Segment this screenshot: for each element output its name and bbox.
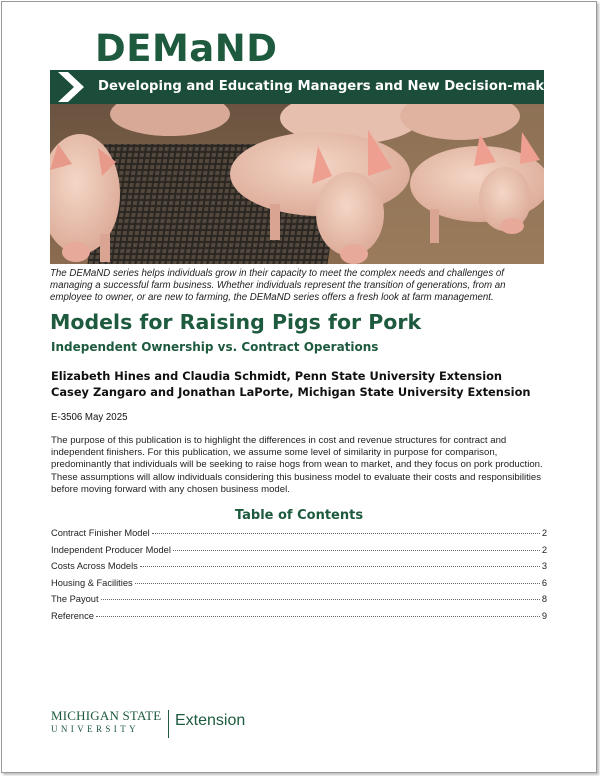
purpose-paragraph: The purpose of this publication is to highlight the differences in cost and revenue structures for contract and independent finishers. For this publication, we assume some level of similarity in purpose for comparison, predominantly that individuals will be seeking to raise hogs from wean to market, and they focus on pork production. These assumptions will allow individuals considering this business model to evaluate their costs and responsibilities before moving forward with any chosen business model. (51, 435, 543, 495)
toc-entry-page: 8 (541, 594, 547, 604)
toc-entry-page: 3 (541, 561, 547, 571)
toc-entry-label: Housing & Facilities (51, 577, 133, 588)
toc-entry-label: Contract Finisher Model (51, 528, 150, 538)
toc-entry-page: 2 (541, 528, 547, 538)
toc-entry-page: 9 (541, 610, 547, 621)
university-name: MICHIGAN STATE (51, 708, 162, 723)
toc-entry-label: Reference (51, 610, 94, 621)
toc-leader (152, 533, 540, 534)
toc-entry[interactable] (51, 528, 547, 545)
toc-entry-label: The Payout (51, 594, 99, 604)
author-list (51, 368, 531, 400)
series-logo: DEMaND (95, 27, 278, 70)
toc-entry[interactable] (51, 578, 547, 595)
page-title: Models for Raising Pigs for Pork (50, 310, 422, 334)
banner-text: Developing and Educating Managers and New Decision-makers (98, 79, 568, 94)
pigs-photo (50, 104, 544, 264)
toc-leader (140, 566, 540, 567)
logo-divider (168, 710, 169, 738)
toc-entry[interactable] (51, 561, 547, 578)
toc-entry-page: 2 (541, 544, 547, 555)
publication-id: E-3506 May 2025 (51, 412, 128, 423)
toc-entry[interactable] (51, 545, 547, 562)
page-subtitle: Independent Ownership vs. Contract Operations (51, 340, 379, 354)
chevron-right-icon (50, 70, 90, 104)
toc-entry[interactable] (51, 594, 547, 611)
document-page (1, 1, 597, 773)
toc-leader (135, 583, 540, 584)
toc-entry-page: 6 (541, 577, 547, 588)
series-description: The DEMaND series helps individuals grow in their capacity to meet the complex needs and challenges of managing a successful farm business. Whether individuals represent the transition of generations, from an employee to owner, or are new to farming, the DEMaND series offers a fresh look at farm management. (50, 268, 506, 304)
toc-entry[interactable] (51, 611, 547, 628)
table-of-contents (51, 528, 547, 627)
toc-leader (96, 616, 540, 617)
toc-title: Table of Contents (234, 508, 364, 523)
series-banner (50, 70, 568, 104)
author-line: Casey Zangaro and Jonathan LaPorte, Michigan State University Extension (51, 385, 531, 399)
extension-label: Extension (175, 712, 246, 729)
author-line: Elizabeth Hines and Claudia Schmidt, Penn State University Extension (51, 369, 503, 383)
toc-leader (173, 550, 540, 551)
toc-entry-label: Costs Across Models (51, 561, 138, 571)
toc-entry-label: Independent Producer Model (51, 544, 171, 555)
toc-leader (101, 599, 540, 600)
university-subtitle: UNIVERSITY (51, 724, 139, 734)
